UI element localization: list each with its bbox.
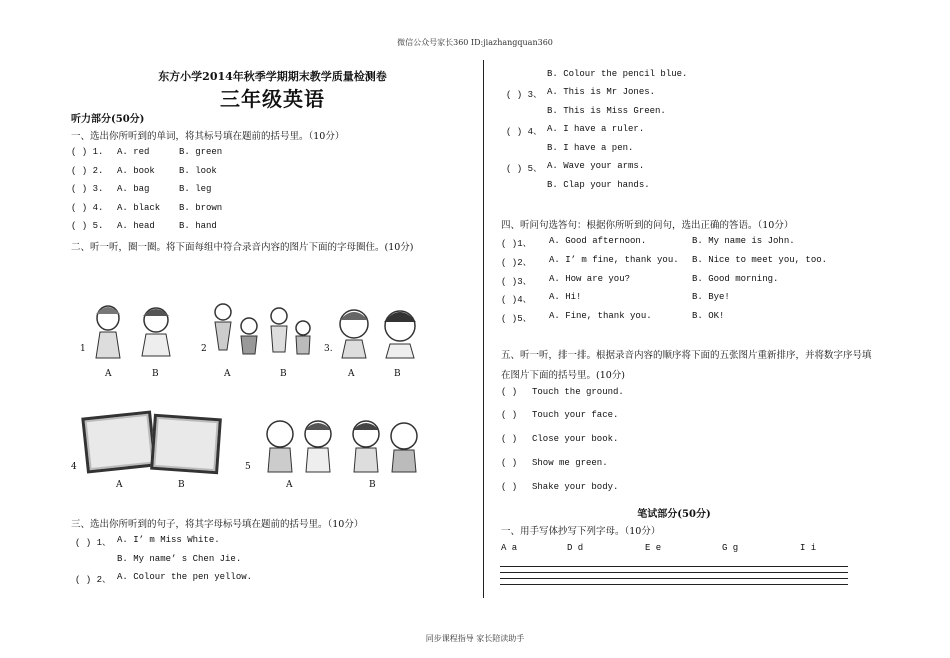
part1-item-number: ( ) 3.	[71, 184, 104, 194]
exam-school-title: 东方小学2014年秋季学期期末教学质量检测卷	[158, 70, 387, 83]
group-number: 3.	[324, 344, 333, 354]
option-b-label[interactable]: B	[178, 480, 185, 490]
part4-item-number: ( )4、	[501, 295, 532, 305]
cartoon-girls-picture	[86, 300, 186, 360]
letter-pair: G g	[722, 543, 739, 553]
cartoon-kids-pairs-picture	[258, 414, 423, 474]
option-a-label[interactable]: A	[348, 369, 355, 379]
part4-option-b: B. OK!	[692, 311, 725, 321]
part4-option-b: B. Nice to meet you, too.	[692, 255, 828, 265]
part3-option-b: B. My name’ s Chen Jie.	[117, 554, 242, 564]
part1-option-b: B. brown	[179, 203, 223, 213]
exam-subject-title: 三年级英语	[220, 87, 325, 111]
part5-item-text: Close your book.	[532, 434, 619, 444]
part3-option-b: B. This is Miss Green.	[547, 106, 666, 116]
part4-instruction: 四、听问句选答句：根据你所听到的问句，选出正确的答语。（10分）	[501, 220, 794, 231]
part3-item-number: ( ) 4、	[506, 127, 543, 137]
part3-option-b: B. Colour the pencil blue.	[547, 69, 688, 79]
option-b-label[interactable]: B	[369, 480, 376, 490]
listening-heading: 听力部分(50分)	[71, 114, 145, 125]
part5-item-text: Touch your face.	[532, 410, 619, 420]
part1-item-number: ( ) 5.	[71, 221, 104, 231]
framed-picture-a	[81, 410, 156, 473]
part4-item-number: ( )2、	[501, 258, 532, 268]
part1-option-b: B. look	[179, 166, 217, 176]
part3-instruction: 三、选出你所听到的句子，将其字母标号填在题前的括号里。（10分）	[71, 519, 364, 530]
part3-option-a: A. I have a ruler.	[547, 124, 645, 134]
option-a-label[interactable]: A	[116, 480, 123, 490]
part5-item-text: Shake your body.	[532, 482, 619, 492]
part5-bracket: ( )	[501, 410, 518, 420]
part4-item-number: ( )5、	[501, 314, 532, 324]
letter-pair: I i	[800, 543, 817, 553]
option-b-label[interactable]: B	[280, 369, 287, 379]
part1-option-a: A. black	[117, 203, 161, 213]
cartoon-faces-picture	[332, 300, 430, 360]
part3-item-number: ( ) 1、	[75, 538, 112, 548]
letter-pair: D d	[567, 543, 584, 553]
part1-option-a: A. bag	[117, 184, 150, 194]
part1-option-b: B. leg	[179, 184, 212, 194]
part1-option-a: A. book	[117, 166, 155, 176]
part2-instruction: 二、听一听，圈一圈。将下面每组中符合录音内容的图片下面的字母圈住。(10分)	[71, 242, 414, 253]
part3-item-number: ( ) 3、	[506, 90, 543, 100]
part5-instruction-cont: 在图片下面的括号里。(10分)	[501, 370, 626, 381]
group-number: 5	[245, 462, 251, 472]
part4-option-b: B. Good morning.	[692, 274, 779, 284]
part1-item-number: ( ) 1.	[71, 147, 104, 157]
writing-part1-instruction: 一、用手写体抄写下列字母。（10分）	[501, 526, 661, 537]
handwriting-line	[500, 572, 848, 573]
part4-option-a: A. Hi!	[549, 292, 582, 302]
part3-option-a: A. Wave your arms.	[547, 161, 645, 171]
part1-option-b: B. hand	[179, 221, 217, 231]
part3-option-b: B. I have a pen.	[547, 143, 634, 153]
option-a-label[interactable]: A	[286, 480, 293, 490]
part4-option-b: B. Bye!	[692, 292, 730, 302]
handwriting-line	[500, 566, 848, 567]
handwriting-line	[500, 584, 848, 585]
option-a-label[interactable]: A	[105, 369, 112, 379]
part4-item-number: ( )1、	[501, 239, 532, 249]
writing-heading: 笔试部分(50分)	[637, 509, 711, 520]
part4-option-b: B. My name is John.	[692, 236, 795, 246]
part1-instruction: 一、选出你所听到的单词，将其标号填在题前的括号里。（10分）	[71, 131, 345, 142]
page-footer: 同步课程指导 家长陪读助手	[425, 634, 525, 643]
part3-option-b: B. Clap your hands.	[547, 180, 650, 190]
part5-bracket: ( )	[501, 482, 518, 492]
part4-option-a: A. Fine, thank you.	[549, 311, 652, 321]
part1-item-number: ( ) 4.	[71, 203, 104, 213]
cartoon-kids-picture	[207, 298, 317, 358]
framed-picture-b	[150, 414, 222, 475]
part1-option-a: A. red	[117, 147, 150, 157]
part1-option-b: B. green	[179, 147, 223, 157]
part5-item-text: Touch the ground.	[532, 387, 624, 397]
part1-option-a: A. head	[117, 221, 155, 231]
handwriting-line	[500, 578, 848, 579]
group-number: 2	[201, 344, 207, 354]
option-b-label[interactable]: B	[152, 369, 159, 379]
part4-option-a: A. How are you?	[549, 274, 631, 284]
part1-item-number: ( ) 2.	[71, 166, 104, 176]
part3-option-a: A. This is Mr Jones.	[547, 87, 656, 97]
part5-item-text: Show me green.	[532, 458, 608, 468]
part3-option-a: A. Colour the pen yellow.	[117, 572, 253, 582]
part5-bracket: ( )	[501, 434, 518, 444]
part4-item-number: ( )3、	[501, 277, 532, 287]
option-b-label[interactable]: B	[394, 369, 401, 379]
group-number: 4	[71, 462, 77, 472]
part5-bracket: ( )	[501, 387, 518, 397]
letter-pair: E e	[645, 543, 662, 553]
page-header: 微信公众号家长360 ID:jiazhangquan360	[397, 38, 553, 47]
column-divider	[483, 60, 484, 598]
part5-instruction: 五、听一听，排一排。根据录音内容的顺序将下面的五张图片重新排序，并将数字序号填	[501, 350, 872, 361]
letter-pair: A a	[501, 543, 518, 553]
part3-option-a: A. I’ m Miss White.	[117, 535, 220, 545]
part5-bracket: ( )	[501, 458, 518, 468]
part3-item-number: ( ) 5、	[506, 164, 543, 174]
part4-option-a: A. I’ m fine, thank you.	[549, 255, 679, 265]
group-number: 1	[80, 344, 86, 354]
part3-item-number: ( ) 2、	[75, 575, 112, 585]
part4-option-a: A. Good afternoon.	[549, 236, 647, 246]
option-a-label[interactable]: A	[224, 369, 231, 379]
